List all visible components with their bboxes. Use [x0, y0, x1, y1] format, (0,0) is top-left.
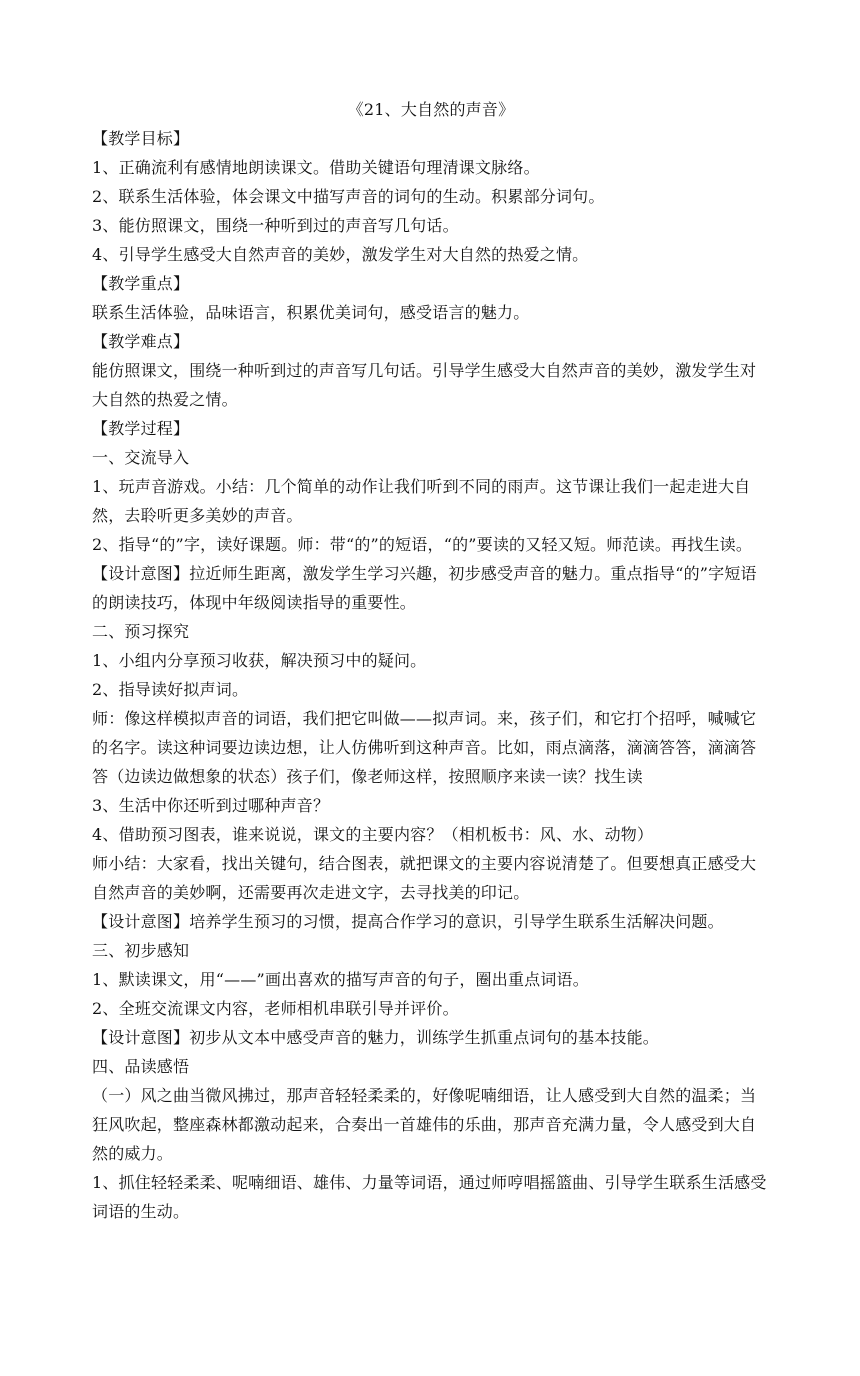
teacher-summary: 师小结：大家看，找出关键句，结合图表，就把课文的主要内容说清楚了。但要想真正感受大自然声音的美妙啊，还需要再次走进文字，去寻找美的印记。 — [92, 854, 757, 902]
objective-item-2: 2、联系生活体验，体会课文中描写声音的词句的生动。积累部分词句。 — [92, 187, 605, 206]
section3-item-2: 2、全班交流课文内容，老师相机串联引导并评价。 — [92, 999, 459, 1018]
section-heading-3: 三、初步感知 — [92, 941, 190, 960]
section2-item-4: 4、借助预习图表，谁来说说，课文的主要内容？（相机板书：风、水、动物） — [92, 825, 654, 844]
key-points-text: 联系生活体验，品味语言，积累优美词句，感受语言的魅力。 — [92, 303, 530, 322]
objective-item-3: 3、能仿照课文，围绕一种听到过的声音写几句话。 — [92, 216, 459, 235]
section2-item-3: 3、生活中你还听到过哪种声音？ — [92, 796, 330, 815]
document-title: 《21、大自然的声音》 — [347, 100, 515, 119]
section-heading-1: 一、交流导入 — [92, 448, 190, 467]
heading-teaching-process: 【教学过程】 — [92, 419, 190, 438]
design-intent-3: 【设计意图】初步从文本中感受声音的魅力，训练学生抓重点词句的基本技能。 — [92, 1028, 660, 1047]
section3-item-1: 1、默读课文，用“——”画出喜欢的描写声音的句子，圈出重点词语。 — [92, 970, 589, 989]
difficulties-text: 能仿照课文，围绕一种听到过的声音写几句话。引导学生感受大自然声音的美妙，激发学生对大自然的热爱之情。 — [92, 361, 757, 409]
heading-teaching-objectives: 【教学目标】 — [92, 129, 190, 148]
document-body — [92, 95, 770, 1226]
wind-song-paragraph: （一）风之曲当微风拂过，那声音轻轻柔柔的，好像呢喃细语，让人感受到大自然的温柔；当狂风吹起，整座森林都激动起来，合奏出一首雄伟的乐曲，那声音充满力量，令人感受到大自然的威力。 — [92, 1086, 757, 1163]
section1-item-2: 2、指导“的”字，读好课题。师：带“的”的短语，“的”要读的又轻又短。师范读。再找生读。 — [92, 535, 753, 554]
heading-difficulties: 【教学难点】 — [92, 332, 190, 351]
section1-item-1: 1、玩声音游戏。小结：几个简单的动作让我们听到不同的雨声。这节课让我们一起走进大自然，去聆听更多美妙的声音。 — [92, 477, 751, 525]
section-heading-4: 四、品读感悟 — [92, 1057, 190, 1076]
section2-item-1: 1、小组内分享预习收获，解决预习中的疑问。 — [92, 651, 427, 670]
design-intent-1: 【设计意图】拉近师生距离，激发学生学习兴趣，初步感受声音的魅力。重点指导“的”字短语的朗读技巧，体现中年级阅读指导的重要性。 — [92, 564, 757, 612]
section4-item-1: 1、抓住轻轻柔柔、呢喃细语、雄伟、力量等词语，通过师哼唱摇篮曲、引导学生联系生活感受词语的生动。 — [92, 1173, 767, 1221]
objective-item-4: 4、引导学生感受大自然声音的美妙，激发学生对大自然的热爱之情。 — [92, 245, 589, 264]
teacher-remark-onomatopoeia: 师：像这样模拟声音的词语，我们把它叫做——拟声词。来，孩子们，和它打个招呼，喊喊它的名字。读这种词要边读边想，让人仿佛听到这种声音。比如，雨点滴落，滴滴答答，滴滴答答（边读边做想象的状态）孩子们，像老师这样，按照顺序来读一读？找生读 — [92, 709, 757, 786]
section2-item-2: 2、指导读好拟声词。 — [92, 680, 249, 699]
design-intent-2: 【设计意图】培养学生预习的习惯，提高合作学习的意识，引导学生联系生活解决问题。 — [92, 912, 724, 931]
objective-item-1: 1、正确流利有感情地朗读课文。借助关键语句理清课文脉络。 — [92, 158, 540, 177]
heading-key-points: 【教学重点】 — [92, 274, 190, 293]
section-heading-2: 二、预习探究 — [92, 622, 190, 641]
